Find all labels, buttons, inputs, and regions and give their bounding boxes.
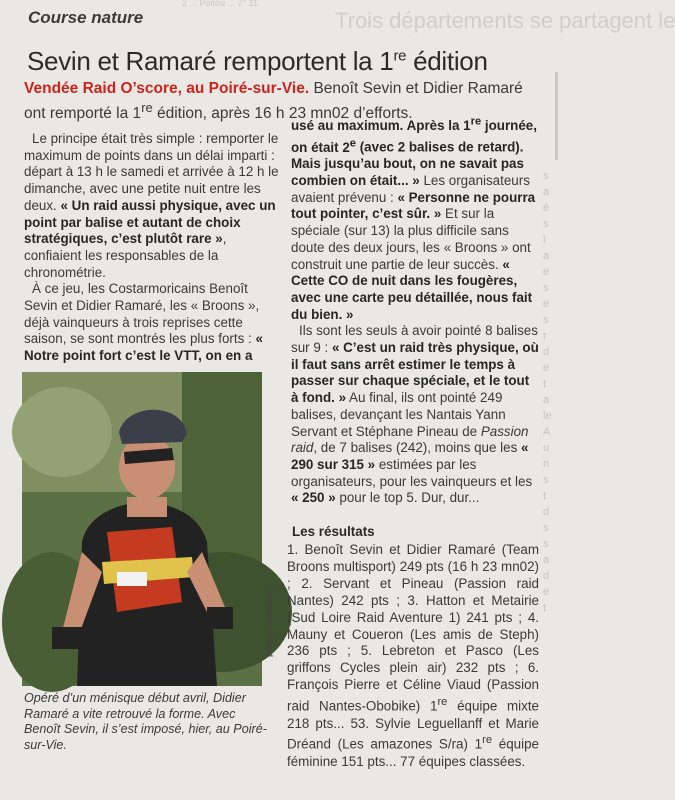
results-heading: Les résultats <box>292 524 375 539</box>
cyclist-photo <box>22 372 262 686</box>
adjacent-column-fragment <box>541 60 564 800</box>
adjacent-text-fragment: t <box>543 490 547 502</box>
adjacent-text-fragment: t <box>543 602 547 614</box>
adjacent-text-fragment: e <box>543 586 550 598</box>
article-lead: Vendée Raid O’score, au Poiré-sur-Vie. Benoît Sevin et Didier Ramaré ont remporté la 1re édition, après 16 h 23 mn02 d’efforts. <box>24 80 523 123</box>
adjacent-text-fragment: s <box>543 538 549 550</box>
paragraph: À ce jeu, les Costarmoricains Benoît Sevin et Didier Ramaré, les « Broons », déjà vainqueurs à trois reprises cette saison, se sont montrés les plus forts : « Notre point fort c’est le VTT, on en a <box>24 281 263 364</box>
adjacent-headline-fragment: Trois départements se partagent le <box>335 8 675 33</box>
article-headline: Sevin et Ramaré remportent la 1re édition <box>27 46 488 76</box>
adjacent-text-fragment: e <box>543 266 550 278</box>
paragraph: Ils sont les seuls à avoir pointé 8 balises sur 9 : « C’est un raid très physique, où il faut sans arrêt estimer le temps à passer sur chaque spéciale, et le tout à fond. » Au final, ils ont pointé 249 balises, devançant les Nantais Yann Servant et Stéphane Pineau de Passion raid, de 7 balises (242), moins que les « 290 sur 315 » estimées par les organisateurs, pour les vainqueurs et les « 250 » pour le top 5. Dur, dur... <box>291 323 539 506</box>
lead-location: Vendée Raid O’score, au Poiré-sur-Vie. <box>24 80 310 97</box>
right-column-text <box>291 114 539 507</box>
adjacent-text-fragment: s <box>543 218 549 230</box>
section-rubric: Course nature <box>28 8 144 27</box>
adjacent-text-fragment: s <box>543 522 549 534</box>
adjacent-text-fragment: s <box>543 170 549 182</box>
adjacent-text-fragment: t <box>543 378 547 390</box>
adjacent-text-fragment: n <box>543 458 550 470</box>
results-list: 1. Benoît Sevin et Didier Ramaré (Team Broons multisport) 249 pts (16 h 23 mn02) ; 2. Servant et Pineau (Passion raid Nantes) 242 pts ; 3. Hatton et Metairie (Sud Loire Raid Aventure 1) 241 pts ; 4. Mauny et Coueron (Les amis de Steph) 236 pts ; 5. Lebreton et Pasco (Les griffons Cycles plein air) 232 pts ; 6. François Pierre et Céline Viaud (Passion raid Nantes-Obobike) 1re équipe mixte 218 pts... 53. Sylvie Leguellanff et Marie Dréand (Les amazones S/ra) 1re équipe féminine 151 pts... 77 équipes classées. <box>287 542 539 769</box>
adjacent-header-fragment: 2 ... Poitou ... 7° 11 <box>182 0 258 8</box>
adjacent-text-fragment: e <box>543 298 550 310</box>
adjacent-text-fragment: é <box>543 202 550 214</box>
paragraph: Le principe était très simple : remporter le maximum de points dans un délai imparti : départ à 13 h le samedi et arrivée à 12 h le dimanche, avec une petite nuit entre les deux. « Un raid aussi physique, avec un point par balise et autant de choix stratégiques, c’est plutôt rare », confiaient les responsables de la chronométrie. <box>24 131 279 280</box>
adjacent-text-fragment: d <box>543 506 550 518</box>
adjacent-text-fragment: d <box>543 570 550 582</box>
adjacent-text-fragment: a <box>543 554 550 566</box>
adjacent-text-fragment: r <box>543 330 547 342</box>
adjacent-text-fragment: a <box>543 394 550 406</box>
photo-caption: Opéré d’un ménisque début avril, Didier Ramaré a vite retrouvé la forme. Avec Benoît Sevin, il s’est imposé, hier, au Poiré-sur-Vie. <box>24 691 267 752</box>
adjacent-text-fragment: l <box>543 234 546 246</box>
adjacent-text-fragment: A <box>543 426 551 438</box>
adjacent-text-fragment: s <box>543 282 549 294</box>
divider <box>555 72 558 160</box>
adjacent-text-fragment: u <box>543 442 550 454</box>
adjacent-text-fragment: s <box>543 314 549 326</box>
adjacent-text-fragment: d <box>543 346 550 358</box>
adjacent-text-fragment: a <box>543 250 550 262</box>
adjacent-text-fragment: e <box>543 362 550 374</box>
adjacent-text-fragment: le <box>543 410 552 422</box>
left-column-text <box>24 131 282 365</box>
adjacent-text-fragment: a <box>543 186 550 198</box>
photo-credit: Christophe Puaud <box>265 585 275 658</box>
paragraph: usé au maximum. Après la 1re journée, on était 2e (avec 2 balises de retard). Mais jusqu’au bout, on ne savait pas combien on était... » Les organisateurs avaient prévenu : « Personne ne pourra tout pointer, c’est sûr. » Et sur la spéciale (sur 13) la plus difficile sans doute des deux jours, les « Broons » ont construit une partie de leur succès. « Cette CO de nuit dans les fougères, avec une carte peu détaillée, nous fait du bien. » <box>291 116 537 322</box>
adjacent-text-fragment: s <box>543 474 549 486</box>
